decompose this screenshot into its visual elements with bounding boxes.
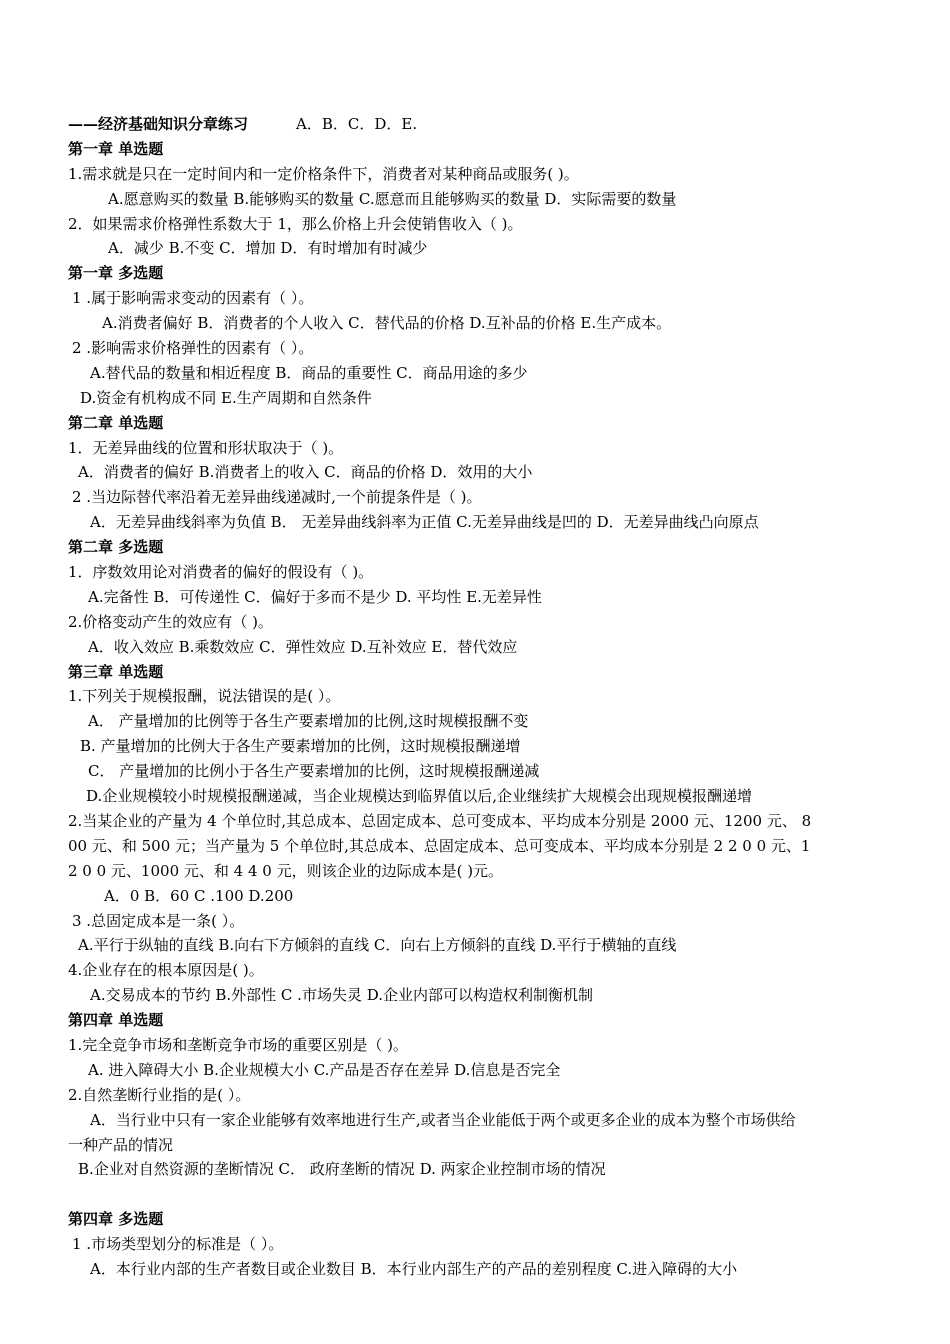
- text-line: B.企业对自然资源的垄断情况 C． 政府垄断的情况 D. 两家企业控制市场的情况: [78, 1160, 606, 1179]
- text-line: C． 产量增加的比例小于各生产要素增加的比例，这时规模报酬递减: [88, 762, 540, 781]
- section-heading: 第一章 多选题: [68, 264, 164, 283]
- text-line: A． 产量增加的比例等于各生产要素增加的比例,这时规模报酬不变: [88, 712, 529, 731]
- section-heading: 第四章 多选题: [68, 1210, 164, 1229]
- section-heading: 第二章 单选题: [68, 413, 164, 432]
- text-line: 1．无差异曲线的位置和形状取决于（ )。: [68, 438, 344, 457]
- text-line: 1.下列关于规模报酬，说法错误的是( ）。: [68, 687, 341, 706]
- section-heading: 第二章 多选题: [68, 538, 164, 557]
- text-line: D.资金有机构成不同 E.生产周期和自然条件: [80, 388, 372, 407]
- text-line: A．减少 B.不变 C．增加 D．有时增加有时减少: [108, 239, 428, 258]
- text-line: A.消费者偏好 B．消费者的个人收入 C．替代品的价格 D.互补品的价格 E.生产成本。: [102, 314, 672, 333]
- text-line: A.平行于纵轴的直线 B.向右下方倾斜的直线 C．向右上方倾斜的直线 D.平行于横轴的直线: [78, 936, 677, 955]
- text-line: 4.企业存在的根本原因是( )。: [68, 961, 264, 980]
- text-line: 2.当某企业的产量为 4 个单位时,其总成本、总固定成本、总可变成本、平均成本分别是 2000 元、1200 元、 8: [68, 811, 812, 830]
- section-heading: 第三章 单选题: [68, 662, 164, 681]
- text-line: B. 产量增加的比例大于各生产要素增加的比例，这时规模报酬递增: [80, 737, 521, 756]
- text-line: 一种产品的情况: [68, 1135, 174, 1154]
- text-line: D.企业规模较小时规模报酬递减，当企业规模达到临界值以后,企业继续扩大规模会出现规模报酬递增: [86, 787, 753, 806]
- text-line: A．无差异曲线斜率为负值 B． 无差异曲线斜率为正值 C.无差异曲线是凹的 D．无差异曲线凸向原点: [90, 513, 759, 532]
- text-line: 2 .影响需求价格弹性的因素有（ ）。: [72, 339, 314, 358]
- text-line: 2 .当边际替代率沿着无差异曲线递减时,一个前提条件是（ )。: [72, 488, 482, 507]
- text-line: 1.需求就是只在一定时间内和一定价格条件下，消费者对某种商品或服务( )。: [68, 164, 579, 183]
- section-heading: [0, 112, 950, 137]
- text-line: A. 进入障碍大小 B.企业规模大小 C.产品是否存在差异 D.信息是否完全: [88, 1060, 561, 1079]
- section-heading: 第一章 单选题: [68, 139, 164, 158]
- document-page: [0, 112, 950, 1282]
- text-line: A.愿意购买的数量 B.能够购买的数量 C.愿意而且能够购买的数量 D．实际需要的数量: [108, 189, 677, 208]
- text-line: A．本行业内部的生产者数目或企业数目 B．本行业内部生产的产品的差别程度 C.进入障碍的大小: [90, 1259, 738, 1278]
- text-line: 2.自然垄断行业指的是( ）。: [68, 1085, 251, 1104]
- text-line: 1.完全竞争市场和垄断竞争市场的重要区别是（ )。: [68, 1035, 408, 1054]
- text-line: A．收入效应 B.乘数效应 C．弹性效应 D.互补效应 E．替代效应: [88, 637, 518, 656]
- text-line: [0, 1182, 950, 1207]
- text-line: 3 .总固定成本是一条( ）。: [72, 911, 245, 930]
- text-line: A.替代品的数量和相近程度 B．商品的重要性 C．商品用途的多少: [90, 363, 528, 382]
- text-line: 00 元、和 500 元；当产量为 5 个单位时,其总成本、总固定成本、总可变成本、平均成本分别是 2 2 0 0 元、1: [68, 836, 811, 855]
- text-line: 1．序数效用论对消费者的偏好的假设有（ )。: [68, 563, 374, 582]
- text-line: A．消费者的偏好 B.消费者上的收入 C．商品的价格 D．效用的大小: [78, 463, 533, 482]
- text-line: 1 .市场类型划分的标准是（ ）。: [72, 1235, 284, 1254]
- text-line: A．当行业中只有一家企业能够有效率地进行生产,或者当企业能低于两个或更多企业的成本为整个市场供给: [90, 1110, 796, 1129]
- text-line: A.完备性 B．可传递性 C．偏好于多而不是少 D. 平均性 E.无差异性: [88, 587, 542, 606]
- option-letters: A．B．C．D．E.: [296, 115, 418, 133]
- text-line: 2．如果需求价格弹性系数大于 1，那么价格上升会使销售收入（ )。: [68, 214, 523, 233]
- section-heading: 第四章 单选题: [68, 1011, 164, 1030]
- text-line: 2.价格变动产生的效应有（ )。: [68, 612, 273, 631]
- text-line: A.交易成本的节约 B.外部性 C .市场失灵 D.企业内部可以构造权利制衡机制: [90, 986, 593, 1005]
- document-title: ——经济基础知识分章练习: [68, 115, 249, 133]
- text-line: 2 0 0 元、1000 元、和 4 4 0 元，则该企业的边际成本是( )元。: [68, 861, 504, 880]
- text-line: 1 .属于影响需求变动的因素有（ ）。: [72, 289, 314, 308]
- text-line: A．0 B．60 C .100 D.200: [104, 886, 294, 905]
